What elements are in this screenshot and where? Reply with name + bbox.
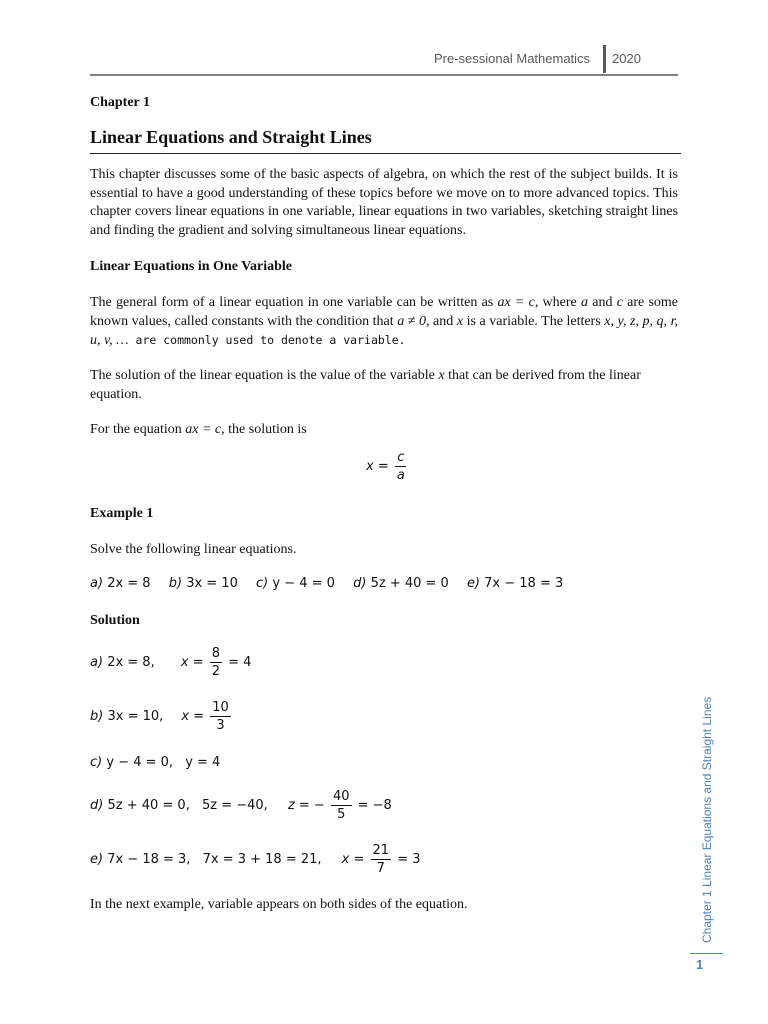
section-heading: Linear Equations in One Variable [90,259,293,274]
solution-c: c) y − 4 = 0, y = 4 [90,755,221,770]
solution-a: a) 2x = 8, x = $\frac{8}{2}$ = 4 [90,646,252,679]
example-instruction: Solve the following linear equations. [90,542,297,557]
example-item: a) 2x = 8 [90,576,151,591]
chapter-label: Chapter 1 [90,95,151,110]
chapter-title: Linear Equations and Straight Lines [90,127,372,147]
solution-e: e) 7x − 18 = 3, 7x = 3 + 18 = 21, x = $\frac{21}{7}$ = 3 [90,843,421,876]
solution-paragraph: The solution of the linear equation is the value of the variable x that can be derived from the linear equation. [90,368,641,402]
header-year: 2020 [612,51,641,66]
example-item: e) 7x − 18 = 3 [466,576,564,591]
chapter-side-tab: Chapter 1 Linear Equations and Straight Lines [700,696,714,943]
for-equation-text: For the equation ax = c, the solution is [90,422,307,437]
general-form-paragraph: The general form of a linear equation in one variable can be written as ax = c, where a and c are some known values, called constants with the condition that a ≠ 0, and x is a variable. The letters x, y, z, p, q, r, u, v, … are commonly used to denote a variable. [90,295,679,348]
header-divider [603,45,606,73]
header-rule [90,74,678,76]
title-rule [90,153,681,154]
example-item: c) y − 4 = 0 [256,576,335,591]
example-equations [90,576,577,591]
solution-b: b) 3x = 10, x = $\frac{10}{3}$ [90,700,229,733]
example-item: b) 3x = 10 [168,576,238,591]
page-number: 1 [696,957,704,972]
intro-paragraph: This chapter discusses some of the basic aspects of algebra, on which the rest of the subject builds. It is essential to have a good understanding of these topics before we move on to more advanced topics. This chapter covers linear equations in one variable, linear equations in two variables, sketching straight lines and finding the gradient and solving simultaneous linear equations. [90,167,678,238]
solution-formula: x = $\frac{c}{a}$ [366,450,405,483]
example-item: d) 5z + 40 = 0 [353,576,449,591]
closing-text: In the next example, variable appears on both sides of the equation. [90,897,468,912]
example-heading: Example 1 [90,506,154,521]
side-rule [690,953,723,954]
header-course-title: Pre-sessional Mathematics [434,51,591,66]
solution-d: d) 5z + 40 = 0, 5z = −40, z = − $\frac{40}{5}$ = −8 [90,789,392,822]
solution-heading: Solution [90,613,140,628]
